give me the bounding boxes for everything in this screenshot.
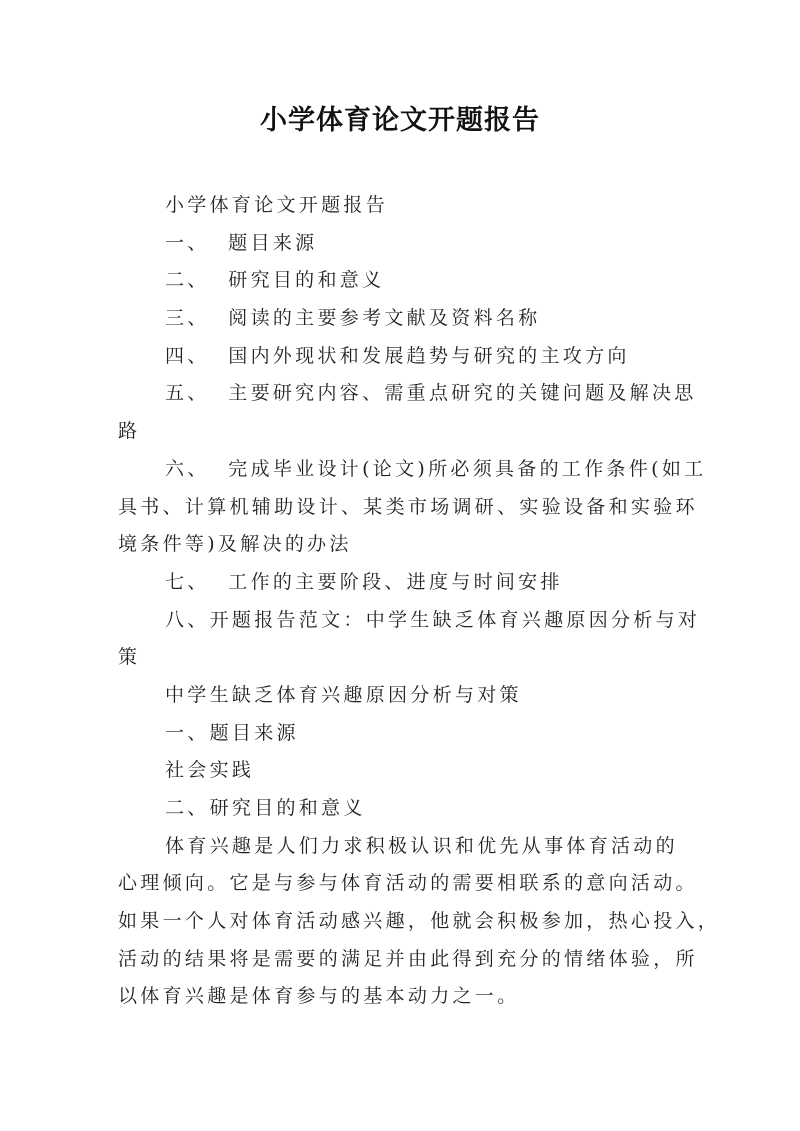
text-line: 具书、计算机辅助设计、某类市场调研、实验设备和实验环 (118, 495, 698, 518)
text-line: 八、开题报告范文：中学生缺乏体育兴趣原因分析与对 (165, 608, 701, 631)
text-line: 五、 主要研究内容、需重点研究的关键问题及解决思 (165, 382, 697, 405)
text-line: 策 (118, 646, 141, 669)
text-line: 中学生缺乏体育兴趣原因分析与对策 (165, 683, 522, 706)
text-line: 一、 题目来源 (165, 231, 318, 254)
text-line: 三、 阅读的主要参考文献及资料名称 (165, 307, 541, 330)
text-line: 心理倾向。它是与参与体育活动的需要相联系的意向活动。 (118, 872, 698, 895)
text-line: 四、 国内外现状和发展趋势与研究的主攻方向 (165, 344, 630, 367)
text-line: 活动的结果将是需要的满足并由此得到充分的情绪体验，所 (118, 947, 698, 970)
text-line: 路 (118, 420, 141, 443)
text-line: 体育兴趣是人们力求积极认识和优先从事体育活动的 (165, 834, 678, 857)
text-line: 以体育兴趣是体育参与的基本动力之一。 (118, 985, 520, 1008)
text-line: 境条件等)及解决的办法 (118, 533, 352, 556)
text-line: 如果一个人对体育活动感兴趣，他就会积极参加，热心投入， (118, 910, 721, 933)
text-line: 二、 研究目的和意义 (165, 269, 385, 292)
document-body (118, 187, 721, 1016)
text-line: 小学体育论文开题报告 (165, 194, 389, 216)
document-title: 小学体育论文开题报告 (260, 105, 540, 136)
text-line: 六、 完成毕业设计(论文)所必须具备的工作条件(如工 (165, 457, 707, 480)
text-line: 七、 工作的主要阶段、进度与时间安排 (165, 570, 563, 593)
text-line: 一、题目来源 (165, 721, 299, 744)
text-line: 社会实践 (165, 759, 255, 782)
text-line: 二、研究目的和意义 (165, 797, 366, 819)
